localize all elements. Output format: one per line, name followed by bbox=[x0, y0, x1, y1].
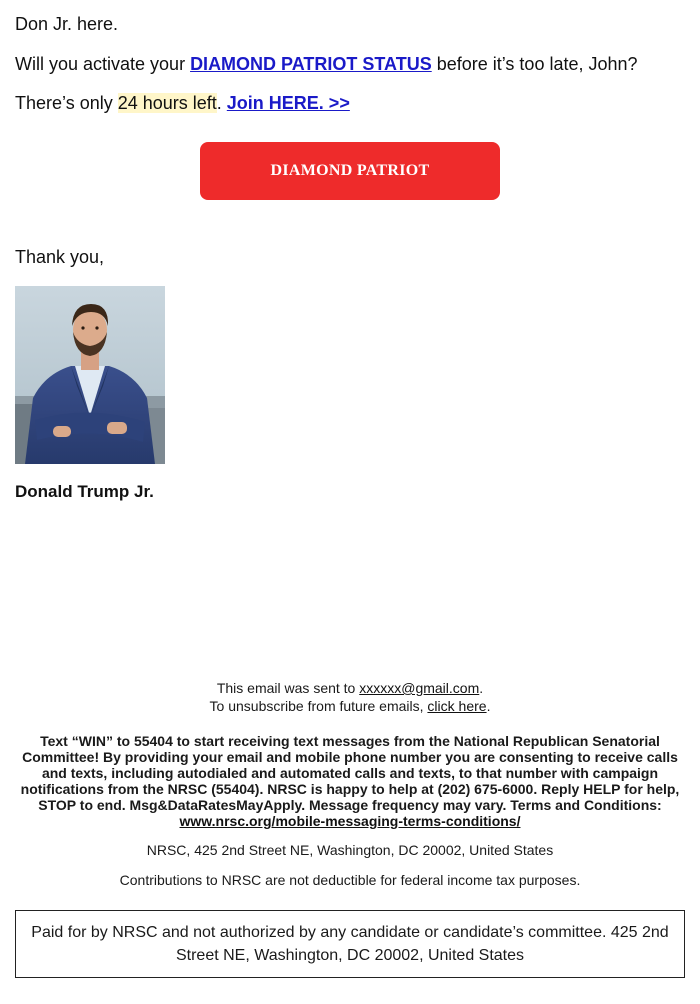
tax-note: Contributions to NRSC are not deductible for federal income tax purposes. bbox=[119, 872, 581, 888]
unsubscribe-after: . bbox=[486, 698, 491, 714]
sent-to-before: This email was sent to bbox=[216, 680, 360, 696]
unsubscribe-line bbox=[0, 697, 700, 715]
paid-for-disclaimer: Paid for by NRSC and not authorized by any candidate or candidate’s committee. 425 2nd Street NE, Washington, DC 20002, United States bbox=[15, 910, 685, 978]
portrait-photo-icon bbox=[15, 286, 165, 464]
org-address: NRSC, 425 2nd Street NE, Washington, DC 20002, United States bbox=[146, 842, 554, 858]
deadline-line-mid: . bbox=[216, 93, 227, 113]
activation-line-after: before it’s too late, John? bbox=[431, 54, 638, 74]
deadline-highlight: 24 hours left bbox=[117, 93, 217, 113]
diamond-patriot-status-link[interactable]: DIAMOND PATRIOT STATUS bbox=[190, 54, 432, 74]
sent-to-after: . bbox=[479, 680, 484, 696]
footer-sent-info bbox=[0, 679, 700, 715]
sent-to-line bbox=[0, 679, 700, 697]
activation-line-before: Will you activate your bbox=[15, 54, 191, 74]
diamond-patriot-button[interactable]: DIAMOND PATRIOT bbox=[200, 142, 500, 200]
sms-disclaimer bbox=[0, 733, 700, 829]
join-here-link[interactable]: Join HERE. >> bbox=[226, 93, 350, 113]
signature-name: Donald Trump Jr. bbox=[15, 482, 154, 501]
unsubscribe-link[interactable]: click here bbox=[427, 698, 487, 714]
greeting: Don Jr. here. bbox=[15, 14, 119, 34]
activation-line bbox=[15, 53, 638, 75]
closing-text: Thank you, bbox=[15, 247, 105, 267]
sms-disclaimer-text: Text “WIN” to 55404 to start receiving text messages from the National Republican Senatorial Committee! By providing your email and mobile phone number you are consenting to receive calls and texts, including autodialed and automated calls and texts, to that number with campaign notifications from the NRSC (55404). NRSC is happy to help at (202) 675-6000. Reply HELP for help, STOP to end. Msg&DataRatesMayApply. Message frequency may vary. Terms and Conditions: bbox=[20, 733, 680, 813]
deadline-line bbox=[15, 92, 350, 114]
terms-conditions-link[interactable]: www.nrsc.org/mobile-messaging-terms-conditions/ bbox=[179, 813, 521, 829]
portrait-photo bbox=[15, 286, 165, 464]
unsubscribe-before: To unsubscribe from future emails, bbox=[209, 698, 428, 714]
recipient-email-link[interactable]: xxxxxx@gmail.com bbox=[359, 680, 480, 696]
deadline-line-before: There’s only bbox=[15, 93, 118, 113]
